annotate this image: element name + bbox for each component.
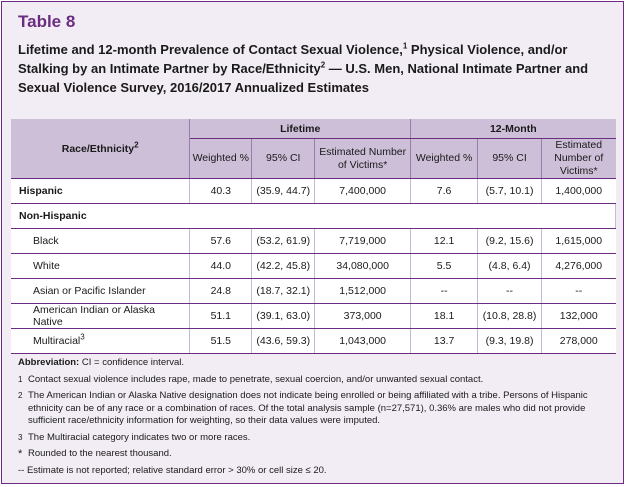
title-footnote-1: 1: [402, 41, 408, 51]
table-cell: 132,000: [542, 304, 616, 329]
table-cell: (18.7, 32.1): [252, 279, 315, 304]
row-label: American Indian or Alaska Native: [11, 304, 190, 329]
table-label: Table 8: [18, 12, 76, 31]
table-cell: 7.6: [411, 179, 478, 204]
table-title: [18, 40, 618, 97]
table-row: [11, 279, 616, 304]
row-label: Asian or Pacific Islander: [11, 279, 190, 304]
column-header: 95% CI: [252, 139, 315, 179]
footnote-2: 2 The American Indian or Alaska Native designation does not indicate being enrolled or being affiliated with a tribe. Persons of Hispanic ethnicity can be of any race or a combination of races. Of the total analysis sample (n=27,571), 0.36% are males who did not provide sufficient race/ethnicity information for weighting, so their data values were imputed.: [18, 390, 588, 426]
title-part-2: Physical Violence, and/or Stalking by an Intimate Partner by Race/Ethnicity: [18, 42, 568, 76]
table-cell: 373,000: [315, 304, 411, 329]
table-cell: (10.8, 28.8): [478, 304, 542, 329]
column-header: Weighted %: [190, 139, 252, 179]
table-cell: (9.3, 19.8): [478, 329, 542, 354]
table-row: [11, 229, 616, 254]
row-label: White: [11, 254, 190, 279]
footnote-star: * Rounded to the nearest thousand.: [18, 448, 172, 460]
table-cell: 57.6: [190, 229, 252, 254]
section-label: Non-Hispanic: [11, 204, 616, 229]
table-cell: 12.1: [411, 229, 478, 254]
table-cell: (5.7, 10.1): [478, 179, 542, 204]
abbreviation-note: Abbreviation: CI = confidence interval.: [18, 357, 185, 368]
prevalence-table: [11, 119, 616, 354]
section-row: [11, 204, 616, 229]
table-cell: 278,000: [542, 329, 616, 354]
table-cell: 4,276,000: [542, 254, 616, 279]
table-row: [11, 329, 616, 354]
column-header: 95% CI: [478, 139, 542, 179]
footnote-dash: -- Estimate is not reported; relative standard error > 30% or cell size ≤ 20.: [18, 464, 327, 476]
row-label: Hispanic: [11, 179, 190, 204]
table-cell: (42.2, 45.8): [252, 254, 315, 279]
title-footnote-2: 2: [320, 60, 326, 70]
table-cell: 7,400,000: [315, 179, 411, 204]
table-cell: 5.5: [411, 254, 478, 279]
table-cell: 18.1: [411, 304, 478, 329]
row-label: Black: [11, 229, 190, 254]
footnote-1: 1 Contact sexual violence includes rape, made to penetrate, sexual coercion, and/or unwanted sexual contact.: [18, 373, 484, 385]
table-cell: 51.1: [190, 304, 252, 329]
row-label: Multiracial$^3$: [11, 329, 190, 354]
lifetime-header: Lifetime: [190, 119, 411, 139]
table-cell: (43.6, 59.3): [252, 329, 315, 354]
table-cell: 1,043,000: [315, 329, 411, 354]
twelve-month-header: 12-Month: [411, 119, 616, 139]
footnote-3: 3 The Multiracial category indicates two or more races.: [18, 431, 251, 443]
column-header: Weighted %: [411, 139, 478, 179]
table-cell: (39.1, 63.0): [252, 304, 315, 329]
table-cell: 7,719,000: [315, 229, 411, 254]
table-cell: 1,512,000: [315, 279, 411, 304]
table-cell: 1,400,000: [542, 179, 616, 204]
table-cell: (4.8, 6.4): [478, 254, 542, 279]
table-cell: 24.8: [190, 279, 252, 304]
table-cell: (9.2, 15.6): [478, 229, 542, 254]
table-cell: 1,615,000: [542, 229, 616, 254]
footnotes: [18, 357, 618, 481]
column-header: Estimated Number of Victims*: [315, 139, 411, 179]
table-cell: 34,080,000: [315, 254, 411, 279]
table-row: [11, 304, 616, 329]
table-cell: --: [542, 279, 616, 304]
table-row: [11, 254, 616, 279]
title-part-3: — U.S. Men, National Intimate Partner and Sexual Violence Survey, 2016/2017 Annualized Estimates: [18, 61, 589, 95]
table-cell: --: [478, 279, 542, 304]
column-header: Estimated Number of Victims*: [542, 139, 616, 179]
table-cell: (35.9, 44.7): [252, 179, 315, 204]
table-cell: (53.2, 61.9): [252, 229, 315, 254]
race-ethnicity-header: Race/Ethnicity$^2$: [11, 119, 190, 179]
table-cell: 44.0: [190, 254, 252, 279]
table-cell: 51.5: [190, 329, 252, 354]
table-panel: [1, 1, 624, 484]
table-row: [11, 179, 616, 204]
table-cell: --: [411, 279, 478, 304]
table-cell: 40.3: [190, 179, 252, 204]
title-part-1: Lifetime and 12-month Prevalence of Contact Sexual Violence,: [18, 42, 403, 57]
table-cell: 13.7: [411, 329, 478, 354]
